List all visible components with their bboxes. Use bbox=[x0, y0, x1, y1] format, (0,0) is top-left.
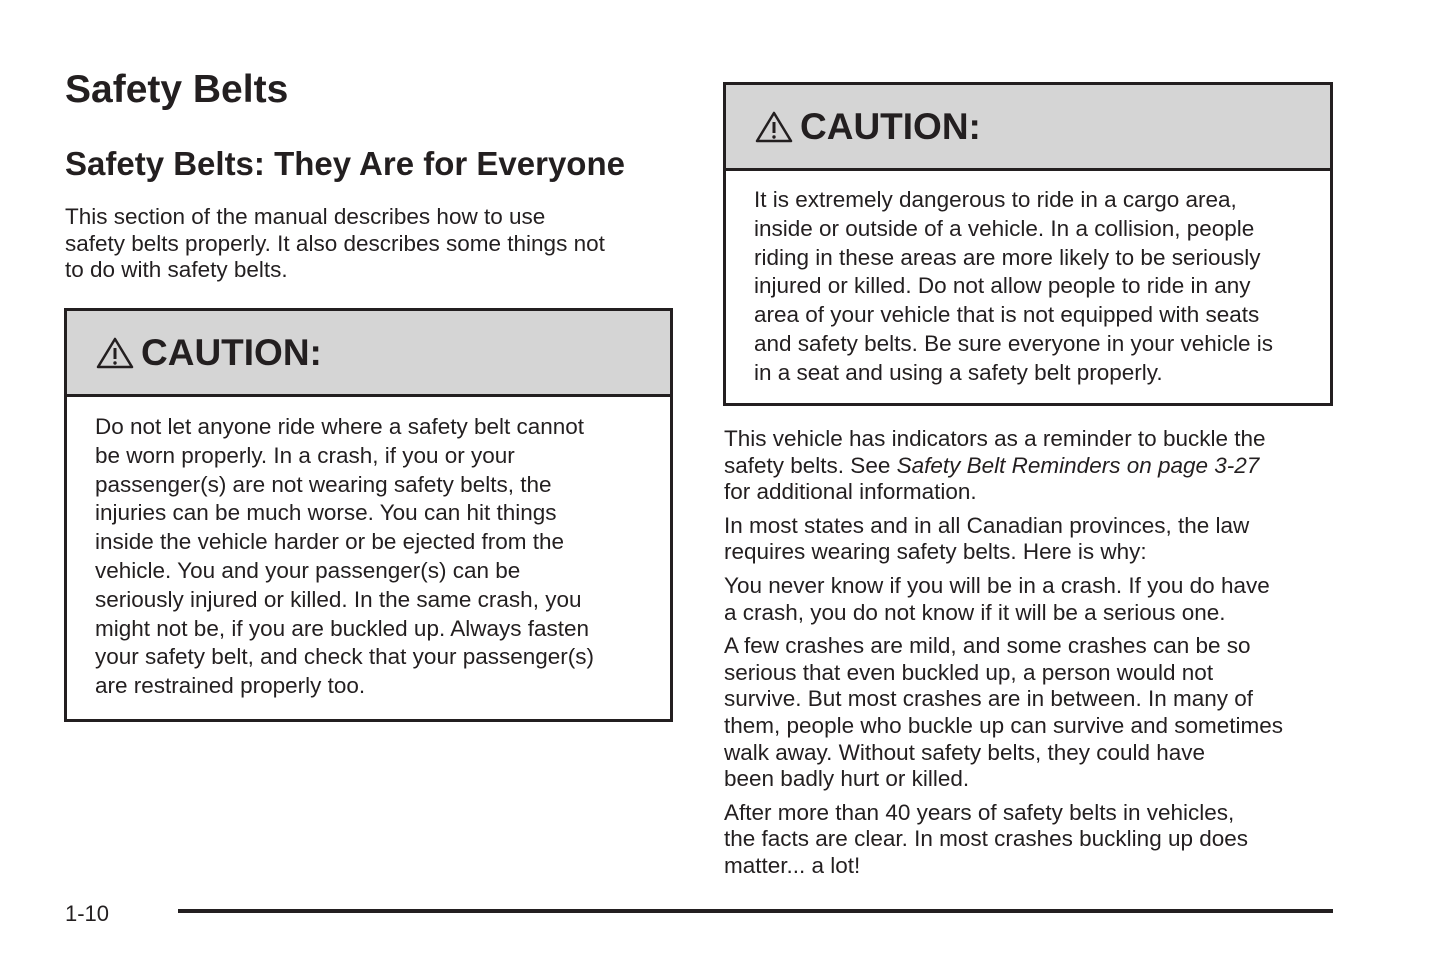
text-line: your safety belt, and check that your passenger(s) bbox=[95, 644, 595, 670]
caution-text bbox=[726, 171, 1330, 388]
cross-reference: Safety Belt Reminders on page 3-27 bbox=[896, 452, 1260, 478]
page-number: 1-10 bbox=[65, 901, 110, 926]
caution-box-right bbox=[723, 82, 1333, 406]
intro-paragraph bbox=[65, 204, 605, 284]
text-line: A few crashes are mild, and some crashes can be so bbox=[724, 633, 1251, 659]
text-line: matter... a lot! bbox=[724, 852, 861, 878]
caution-header bbox=[67, 311, 670, 397]
caution-label: CAUTION: bbox=[141, 331, 322, 373]
text-line: inside the vehicle harder or be ejected from the bbox=[95, 529, 565, 555]
section-subtitle: Safety Belts: They Are for Everyone bbox=[65, 145, 625, 182]
text-line: You never know if you will be in a crash. If you do have bbox=[724, 572, 1270, 598]
text-line: riding in these areas are more likely to be seriously bbox=[754, 244, 1261, 270]
text-line: It is extremely dangerous to ride in a cargo area, bbox=[754, 187, 1237, 212]
footer-rule bbox=[178, 909, 1333, 913]
text-line: injured or killed. Do not allow people to ride in any bbox=[754, 273, 1251, 299]
text-line: requires wearing safety belts. Here is why: bbox=[724, 539, 1147, 565]
text-line bbox=[724, 453, 1344, 480]
warning-triangle-icon bbox=[95, 336, 135, 370]
text-line: serious that even buckled up, a person would not bbox=[724, 659, 1214, 685]
text-line: Do not let anyone ride where a safety belt cannot bbox=[95, 414, 585, 439]
paragraph bbox=[724, 633, 1344, 793]
text-line: survive. But most crashes are in between. In many of bbox=[724, 686, 1253, 712]
text-line: walk away. Without safety belts, they could have bbox=[724, 739, 1206, 765]
caution-label: CAUTION: bbox=[800, 105, 981, 147]
caution-header bbox=[726, 85, 1330, 171]
text-line: and safety belts. Be sure everyone in your vehicle is bbox=[754, 330, 1274, 356]
text-line: area of your vehicle that is not equipped with seats bbox=[754, 302, 1260, 328]
text-line: passenger(s) are not wearing safety belts, the bbox=[95, 471, 552, 497]
text-line: been badly hurt or killed. bbox=[724, 766, 970, 792]
paragraph bbox=[724, 573, 1344, 626]
text-segment: safety belts. See bbox=[724, 452, 897, 478]
text-line: After more than 40 years of safety belts in vehicles, bbox=[724, 799, 1235, 825]
paragraph bbox=[724, 426, 1344, 506]
text-line: be worn properly. In a crash, if you or your bbox=[95, 442, 515, 468]
text-line: This section of the manual describes how to use bbox=[65, 204, 546, 229]
warning-triangle-icon bbox=[754, 110, 794, 144]
text-line: in a seat and using a safety belt properly. bbox=[754, 359, 1163, 385]
text-line: In most states and in all Canadian provinces, the law bbox=[724, 512, 1250, 538]
text-line: seriously injured or killed. In the same crash, you bbox=[95, 586, 582, 612]
right-column-text bbox=[724, 426, 1344, 880]
caution-text bbox=[67, 397, 670, 701]
text-line: are restrained properly too. bbox=[95, 673, 366, 699]
text-line: injuries can be much worse. You can hit things bbox=[95, 500, 557, 526]
text-line: vehicle. You and your passenger(s) can be bbox=[95, 557, 521, 583]
page-title: Safety Belts bbox=[65, 68, 289, 111]
text-line: them, people who buckle up can survive and sometimes bbox=[724, 712, 1284, 738]
paragraph bbox=[724, 800, 1344, 880]
text-line: for additional information. bbox=[724, 479, 977, 505]
text-line: inside or outside of a vehicle. In a collision, people bbox=[754, 215, 1255, 241]
text-line: the facts are clear. In most crashes buckling up does bbox=[724, 826, 1249, 852]
text-line: might not be, if you are buckled up. Always fasten bbox=[95, 615, 590, 641]
paragraph bbox=[724, 513, 1344, 566]
text-line: safety belts properly. It also describes some things not bbox=[65, 230, 605, 256]
caution-box-left bbox=[64, 308, 673, 722]
text-line: This vehicle has indicators as a reminder to buckle the bbox=[724, 426, 1266, 451]
text-line: to do with safety belts. bbox=[65, 257, 288, 283]
text-line: a crash, you do not know if it will be a serious one. bbox=[724, 599, 1226, 625]
